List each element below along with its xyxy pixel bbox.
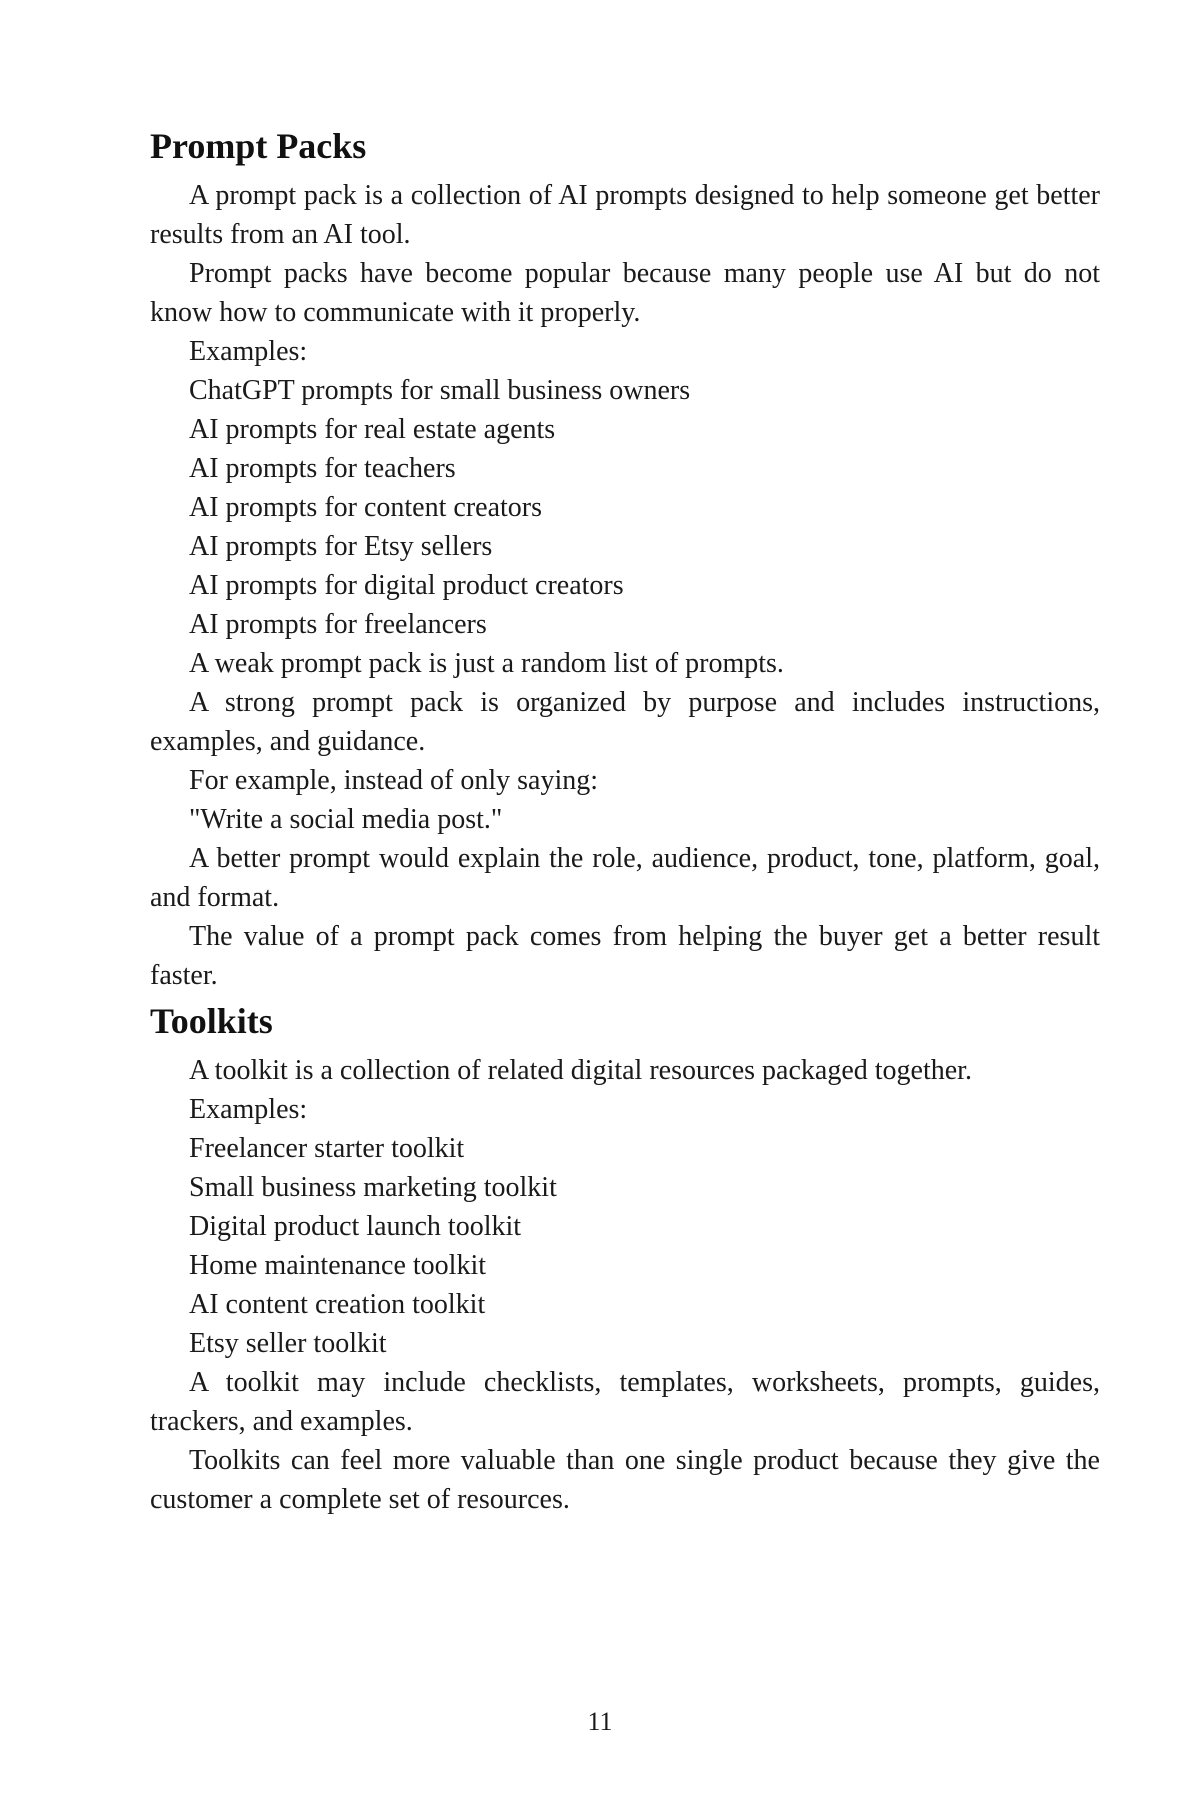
paragraph: Prompt packs have become popular because many people use AI but do not know how to communicate with it properly. [150,258,1100,328]
paragraph: A strong prompt pack is organized by purpose and includes instructions, examples, and guidance. [150,687,1100,757]
examples-label: Examples: [189,1094,308,1125]
section-toolkits [150,995,1100,1519]
example-item: AI content creation toolkit [189,1289,486,1320]
section-heading: Prompt Packs [150,126,367,166]
example-item: AI prompts for freelancers [189,609,487,640]
section-heading: Toolkits [150,1001,273,1041]
paragraph: A weak prompt pack is just a random list of prompts. [189,648,784,679]
paragraph: A toolkit is a collection of related digital resources packaged together. [189,1055,972,1086]
paragraph: A prompt pack is a collection of AI prompts designed to help someone get better results from an AI tool. [150,180,1100,250]
page-number: 11 [587,1707,613,1736]
paragraph: Toolkits can feel more valuable than one single product because they give the customer a complete set of resources. [150,1445,1100,1515]
example-item: Freelancer starter toolkit [189,1133,465,1164]
example-item: Digital product launch toolkit [189,1211,522,1242]
paragraph: For example, instead of only saying: [189,765,599,796]
example-item: Etsy seller toolkit [189,1328,387,1359]
example-item: AI prompts for Etsy sellers [189,531,493,562]
quoted-example: "Write a social media post." [189,804,503,835]
section-prompt-packs [150,120,1100,995]
paragraph: The value of a prompt pack comes from helping the buyer get a better result faster. [150,921,1100,991]
example-item: ChatGPT prompts for small business owners [189,375,691,406]
example-item: AI prompts for digital product creators [189,570,624,601]
example-item: AI prompts for teachers [189,453,456,484]
example-item: AI prompts for content creators [189,492,542,523]
example-item: Home maintenance toolkit [189,1250,487,1281]
paragraph: A toolkit may include checklists, templates, worksheets, prompts, guides, trackers, and examples. [150,1367,1100,1437]
example-item: Small business marketing toolkit [189,1172,557,1203]
page-content [150,120,1100,1519]
example-item: AI prompts for real estate agents [189,414,556,445]
examples-label: Examples: [189,336,308,367]
paragraph: A better prompt would explain the role, audience, product, tone, platform, goal, and format. [150,843,1100,913]
